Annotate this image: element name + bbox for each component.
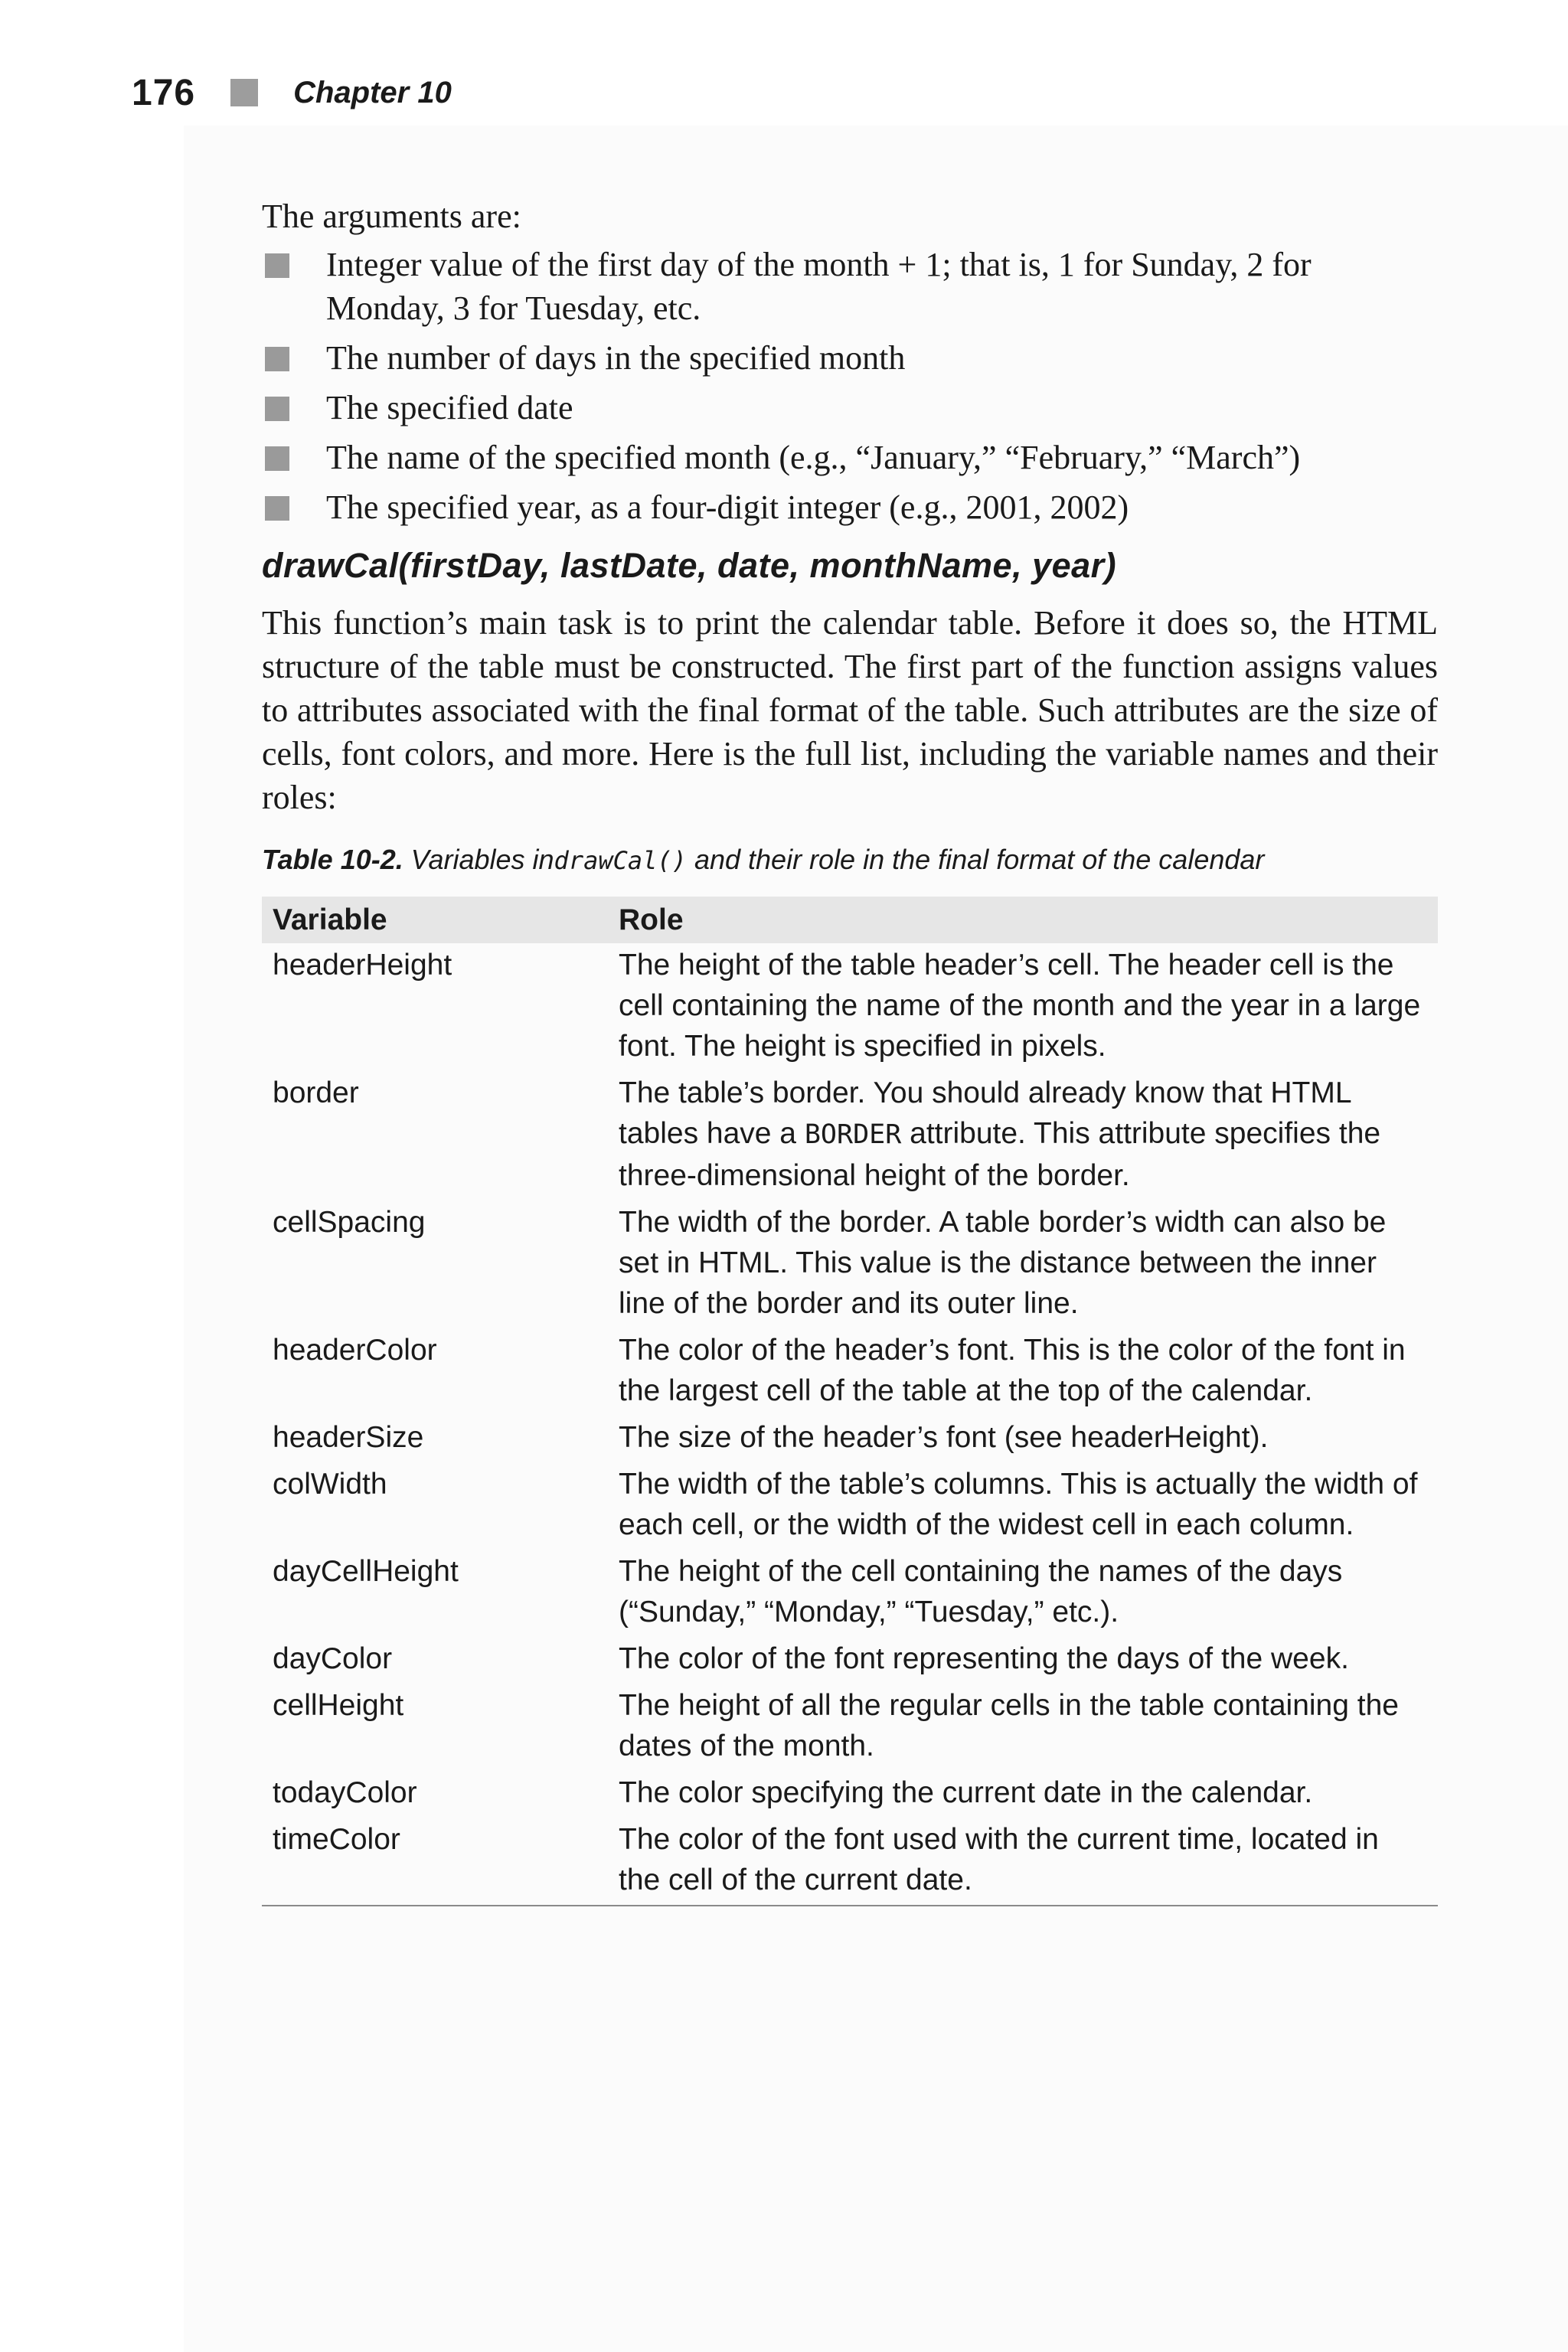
argument-list: [262, 243, 1438, 529]
variable-cell: headerSize: [273, 1421, 424, 1454]
role-cell: The height of the table header’s cell. The header cell is the cell containing the name of the month and the year in a large font. The height is specified in pixels.: [619, 949, 1421, 1063]
variable-cell: dayCellHeight: [273, 1555, 459, 1588]
table-caption-post: and their role in the final format of the calendar: [694, 844, 1265, 875]
role-cell: The width of the border. A table border’s width can also be set in HTML. This value is the distance between the inner line of the border and its outer line.: [619, 1206, 1387, 1320]
list-item: [262, 243, 1438, 330]
table-row: [262, 1771, 1438, 1818]
table-row: [262, 1071, 1438, 1200]
page-content: [262, 194, 1438, 1906]
variable-cell: dayColor: [273, 1642, 393, 1675]
role-cell: The color of the font used with the current time, located in the cell of the current date.: [608, 1818, 1438, 1906]
role-cell: The color specifying the current date in the calendar.: [619, 1776, 1313, 1809]
table-row: [262, 1818, 1438, 1906]
table-row: [262, 1462, 1438, 1550]
variable-cell: todayColor: [273, 1776, 417, 1809]
role-text-post: attribute. This attribute specifies the three-dimensional height of the border.: [619, 1117, 1381, 1192]
bullet-square-icon: [265, 397, 289, 421]
role-code: BORDER: [804, 1119, 902, 1150]
list-item-text: The specified year, as a four-digit integer (e.g., 2001, 2002): [326, 488, 1129, 526]
intro-text: The arguments are:: [262, 198, 521, 235]
role-cell: The color of the header’s font. This is the color of the font in the largest cell of the table at the top of the calendar.: [619, 1334, 1406, 1407]
role-cell: [608, 1071, 1438, 1200]
bullet-square-icon: [265, 253, 289, 278]
table-caption: [262, 841, 1438, 880]
role-text-pre: The table’s border. You should already know that HTML tables have a: [619, 1076, 1351, 1150]
list-item-text: Integer value of the first day of the month + 1; that is, 1 for Sunday, 2 for Monday, 3 for Tuesday, etc.: [326, 246, 1312, 327]
list-item: [262, 436, 1438, 479]
table-row: [262, 1684, 1438, 1771]
variable-cell: cellSpacing: [273, 1206, 426, 1239]
chapter-label: Chapter 10: [293, 75, 452, 109]
role-cell: The height of all the regular cells in the table containing the dates of the month.: [619, 1689, 1399, 1762]
section-heading: drawCal(firstDay, lastDate, date, monthName, year): [262, 546, 1117, 585]
table-caption-pre: Variables in: [410, 844, 554, 875]
variable-cell: cellHeight: [273, 1689, 404, 1722]
table-row: [262, 1416, 1438, 1462]
page-number: 176: [132, 72, 196, 113]
list-item-text: The name of the specified month (e.g., “January,” “February,” “March”): [326, 439, 1301, 476]
role-cell: The color of the font representing the days of the week.: [619, 1642, 1349, 1675]
role-cell: The height of the cell containing the names of the days (“Sunday,” “Monday,” “Tuesday,” etc.).: [619, 1555, 1343, 1628]
table-row: [262, 1328, 1438, 1416]
table-caption-code: drawCal(): [554, 846, 687, 875]
list-item-text: The specified date: [326, 389, 573, 426]
bullet-square-icon: [265, 496, 289, 521]
list-item: [262, 386, 1438, 430]
bullet-square-icon: [265, 446, 289, 471]
column-header-role: Role: [608, 897, 1438, 943]
table-row: [262, 1200, 1438, 1328]
table-header-row: [262, 897, 1438, 943]
role-cell: The width of the table’s columns. This is actually the width of each cell, or the width of the widest cell in each column.: [619, 1468, 1418, 1541]
table-row: [262, 943, 1438, 1071]
list-item-text: The number of days in the specified month: [326, 339, 906, 377]
column-header-variable: Variable: [262, 897, 608, 943]
role-cell: The size of the header’s font (see headerHeight).: [619, 1421, 1269, 1454]
variable-cell: timeColor: [262, 1818, 608, 1906]
variable-cell: border: [273, 1076, 359, 1109]
table-row: [262, 1637, 1438, 1684]
section-paragraph: This function’s main task is to print the calendar table. Before it does so, the HTML structure of the table must be constructed. The first part of the function assigns values to attributes associated with the final format of the table. Such attributes are the size of cells, font colors, and more. Here is the full list, including the variable names and their roles:: [262, 604, 1438, 816]
table-caption-label: Table 10-2.: [262, 844, 403, 875]
header-square-icon: [230, 79, 258, 106]
bullet-square-icon: [265, 347, 289, 371]
running-header: [132, 67, 452, 118]
table-row: [262, 1550, 1438, 1637]
variables-table: [262, 897, 1438, 1906]
variable-cell: colWidth: [273, 1468, 387, 1501]
list-item: [262, 336, 1438, 380]
variable-cell: headerColor: [273, 1334, 437, 1367]
variable-cell: headerHeight: [273, 949, 452, 982]
list-item: [262, 485, 1438, 529]
